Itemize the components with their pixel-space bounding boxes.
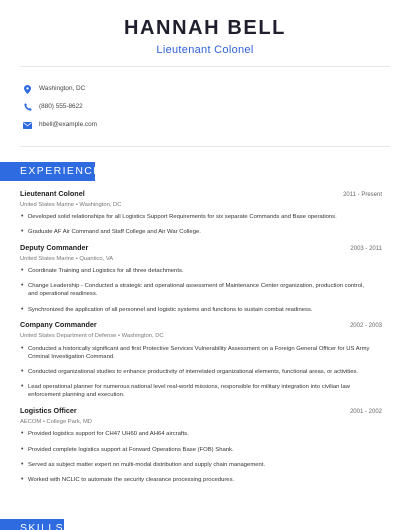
resume-header [0,16,410,57]
job-org: AECOM [20,419,42,425]
job-location: Washington, DC [121,333,164,339]
job-bullet: • Worked with NCLIC to automate the security clearance processing procedures. [21,476,235,483]
map-pin-icon [23,85,32,94]
job-bullet: • Change Leadership - Conducted a strategic and operational assessment of Maintenance Center organization, production control, and operational readiness. [21,282,364,297]
section-heading-skills: SKILLS [0,519,64,530]
location-text: Washington, DC [39,85,86,92]
job-dates: 2002 - 2003 [349,323,382,329]
job-org: United States Marine [20,256,75,262]
job-bullet: • Lead operational planner for numerous national level real-world missions, responsible for military integration into civilian law enforcement planning and execution. [21,383,350,398]
phone-icon [23,103,32,112]
candidate-name: HANNAH BELL [123,17,287,39]
header-divider [20,66,390,67]
job-bullet: • Provided logistics support for CH47 UH60 and AH64 aircrafts. [21,430,189,437]
job-bullet: • Graduate AF Air Command and Staff College and Air War College. [21,228,201,235]
job-dates: 2011 - Present [343,192,382,198]
contact-email[interactable] [23,119,323,131]
contact-phone [23,101,323,113]
section-heading-experience: EXPERIENCE [0,162,95,181]
job-bullet: • Served as subject matter expert on multi-modal distribution and supply chain management. [21,461,266,468]
job-org-line: United States Department of Defense • Washington, DC [20,333,164,339]
job-entry [20,320,382,341]
phone-text: (880) 555-8622 [39,103,83,110]
contact-divider [20,146,390,147]
mail-icon [23,121,32,130]
job-bullet: • Developed solid relationships for all Logistics Support Requirements for six separate Commands and Base operations. [21,213,337,220]
job-org: United States Marine [20,202,75,208]
job-bullet: • Synchronized the application of all personnel and logistic systems and functions to sustain combat readiness. [21,306,313,313]
job-location: Washington, DC [79,202,122,208]
job-dates: 2001 - 2002 [349,409,382,415]
job-bullet: • Coordinate Training and Logistics for all three detachments. [21,267,184,274]
job-dates: 2003 - 2011 [350,246,382,252]
job-entry [20,406,382,427]
job-location: College Park, MD [46,419,92,425]
job-title: Deputy Commander [20,243,89,252]
job-org-line: AECOM • College Park, MD [20,419,92,425]
job-location: Quantico, VA [79,256,114,262]
job-entry [20,189,382,210]
job-bullet: • Provided complete logistics support at Forward Operations Base (FOB) Shank. [21,446,234,453]
job-org-line: United States Marine • Washington, DC [20,202,122,208]
job-title: Logistics Officer [20,406,77,415]
contact-location [23,83,323,95]
job-org-line: United States Marine • Quantico, VA [20,256,114,262]
job-bullet: • Conducted organizational studies to enhance productivity of interrelated organizational elements, functional areas, or activities. [21,368,359,375]
job-bullet: • Conducted a historically significant and first Protective Services Vulnerability Assessment on a Foreign General Officer for US Army Criminal Investigation Command. [21,345,370,360]
job-org: United States Department of Defense [20,333,117,339]
job-title: Company Commander [20,320,97,329]
email-link[interactable]: hbell@example.com [39,121,97,128]
job-title: Lieutenant Colonel [20,189,85,198]
job-entry [20,243,382,264]
candidate-title: Lieutenant Colonel [156,44,254,56]
